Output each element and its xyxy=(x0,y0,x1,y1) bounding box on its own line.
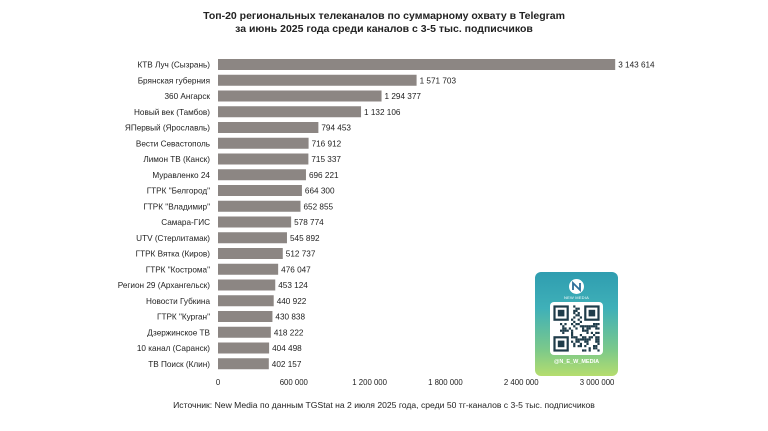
bar xyxy=(218,311,272,322)
bar xyxy=(218,358,269,369)
data-label: 794 453 xyxy=(321,123,351,133)
category-label: 360 Ангарск xyxy=(164,92,210,101)
category-label: ГТРК "Курган" xyxy=(157,312,210,322)
data-label: 716 912 xyxy=(311,139,342,149)
data-label: 1 132 106 xyxy=(364,107,401,117)
qr-code-icon[interactable] xyxy=(550,302,603,355)
bar xyxy=(218,122,318,133)
bar xyxy=(218,280,275,291)
x-tick-label: 1 200 000 xyxy=(352,378,387,387)
category-label: ГТРК Вятка (Киров) xyxy=(135,249,210,259)
category-label: ТВ Поиск (Клин) xyxy=(148,359,210,369)
x-tick-label: 2 400 000 xyxy=(503,378,539,387)
data-label: 1 571 703 xyxy=(419,76,457,86)
bar xyxy=(218,201,300,212)
category-label: UTV (Стерлитамак) xyxy=(136,233,210,243)
category-label: ГТРК "Кострома" xyxy=(145,265,210,275)
category-label: ЯПервый (Ярославль) xyxy=(124,123,210,133)
category-label: КТВ Луч (Сызрань) xyxy=(137,60,210,70)
bar xyxy=(218,217,291,228)
category-label: Дзержинское ТВ xyxy=(147,328,210,338)
data-label: 418 222 xyxy=(273,328,304,338)
data-label: 512 737 xyxy=(285,249,316,259)
category-label: Муравленко 24 xyxy=(152,170,210,180)
bar xyxy=(218,185,302,196)
bar xyxy=(218,232,287,243)
data-label: 652 855 xyxy=(303,202,334,212)
bar xyxy=(218,106,361,117)
category-label: Лимон ТВ (Канск) xyxy=(143,155,210,164)
data-label: 1 294 377 xyxy=(384,92,421,101)
source-note: Источник: New Media по данным TGStat на 2 июля 2025 года, среди 50 тг-каналов с 3-5 тыс. подписчиков xyxy=(173,400,595,410)
x-tick-label: 0 xyxy=(215,378,221,387)
data-label: 453 124 xyxy=(278,281,308,290)
bar xyxy=(218,264,278,275)
data-label: 430 838 xyxy=(275,312,306,322)
logo-text: NEW MEDIA xyxy=(564,295,589,300)
category-label: 10 канал (Саранск) xyxy=(136,344,210,353)
data-label: 664 300 xyxy=(304,186,335,196)
data-label: 3 143 614 xyxy=(618,60,655,70)
category-label: Новости Губкина xyxy=(146,296,210,306)
chart-title-line-1: Топ-20 региональных телеканалов по суммарному охвату в Telegram xyxy=(203,10,565,22)
bar xyxy=(218,169,306,180)
bar xyxy=(218,138,309,149)
bar xyxy=(218,327,271,338)
bar xyxy=(218,343,269,354)
data-label: 440 922 xyxy=(276,296,307,306)
category-label: Вести Севастополь xyxy=(135,139,210,149)
category-label: ГТРК "Белгород" xyxy=(146,186,210,196)
bar xyxy=(218,75,417,86)
data-label: 404 498 xyxy=(272,344,302,353)
category-label: Самара-ГИС xyxy=(161,218,210,227)
bar xyxy=(218,248,283,259)
x-tick-label: 600 000 xyxy=(279,378,308,387)
qr-promo-card[interactable] xyxy=(535,272,618,376)
chart-title-line-2: за июнь 2025 года среди каналов с 3-5 тыс. подписчиков xyxy=(235,23,533,35)
telegram-handle: @N_E_W_MEDIA xyxy=(553,359,600,365)
data-label: 545 892 xyxy=(289,233,320,243)
data-label: 578 774 xyxy=(294,218,324,227)
bar xyxy=(218,59,615,70)
bar xyxy=(218,154,308,165)
data-label: 476 047 xyxy=(281,265,311,275)
x-tick-label: 1 800 000 xyxy=(428,378,463,387)
new-media-logo-icon xyxy=(569,279,584,294)
bar xyxy=(218,91,382,102)
x-tick-label: 3 000 000 xyxy=(579,378,615,387)
category-label: Новый век (Тамбов) xyxy=(134,107,210,117)
bar xyxy=(218,295,274,306)
data-label: 696 221 xyxy=(308,170,339,180)
data-label: 402 157 xyxy=(271,359,302,369)
category-label: ГТРК "Владимир" xyxy=(143,202,210,212)
category-label: Регион 29 (Архангельск) xyxy=(117,281,210,290)
data-label: 715 337 xyxy=(311,155,341,164)
category-label: Брянская губерния xyxy=(137,76,210,86)
